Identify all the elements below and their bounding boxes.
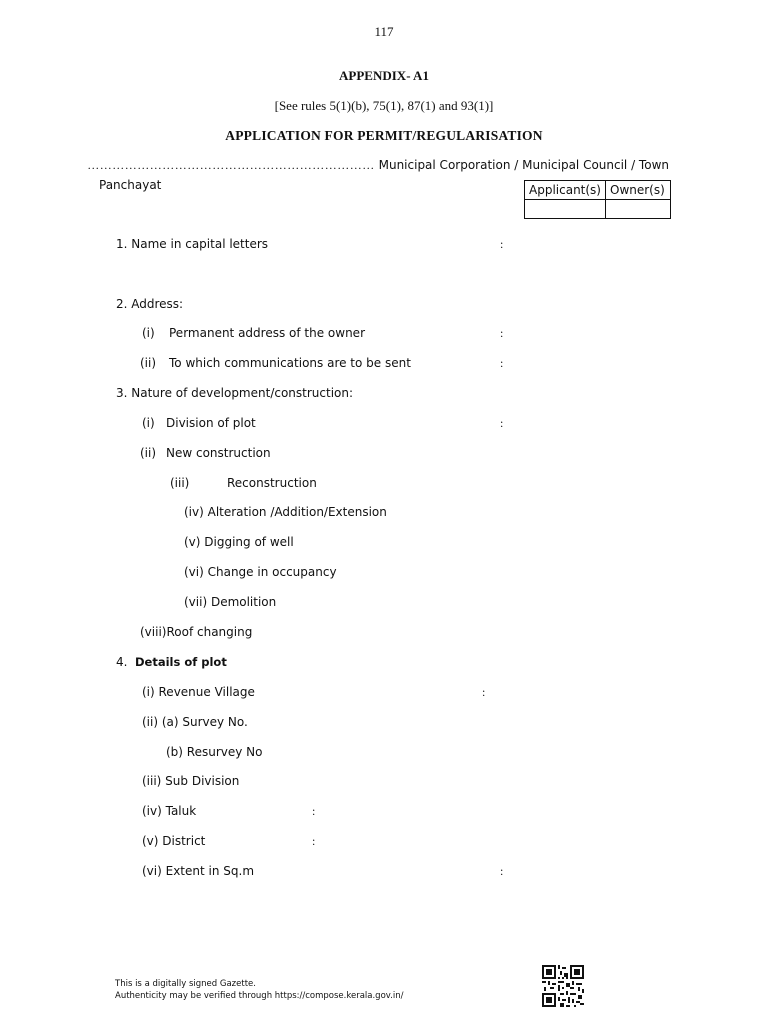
rules-reference: [See rules 5(1)(b), 75(1), 87(1) and 93(1)] [274,98,494,113]
authority-continuation: Panchayat [99,178,162,192]
item-communication-address: To which communications are to be sent [169,356,411,370]
item-nature-of-development: 3. Nature of development/construction: [116,386,354,400]
item-new-construction: New construction [166,446,271,460]
footer [115,978,403,1002]
authority-blank: …………………………………………………………… [87,158,375,172]
applicant-header: Applicant(s) [525,181,606,200]
item-demolition: (vii) Demolition [184,595,277,609]
item-extent: (vi) Extent in Sq.m [142,864,255,878]
item-address: 2. Address: [116,297,184,311]
item-address-ii-num: (ii) [140,356,157,370]
form-title: APPLICATION FOR PERMIT/REGULARISATION [225,128,543,143]
permanent-address-colon: : [500,326,504,340]
item-name: 1. Name in capital letters [116,237,269,251]
item-plot-details-num: 4. [116,655,128,669]
division-of-plot-colon: : [500,416,504,430]
taluk-colon: : [312,804,316,818]
item-change-occupancy: (vi) Change in occupancy [184,565,337,579]
item-taluk: (iv) Taluk [142,804,197,818]
extent-colon: : [500,864,504,878]
communication-address-colon: : [500,356,504,370]
item-digging-well: (v) Digging of well [184,535,294,549]
applicant-owner-table [524,180,671,219]
item-new-construction-num: (ii) [140,446,157,460]
page-number: 117 [374,24,394,39]
item-permanent-address: Permanent address of the owner [169,326,365,340]
footer-verification-note: Authenticity may be verified through https://compose.kerala.gov.in/ [115,991,404,1001]
item-alteration: (iv) Alteration /Addition/Extension [184,505,387,519]
item-plot-details: Details of plot [135,655,227,669]
item-district: (v) District [142,834,206,848]
item-roof-changing: (viii)Roof changing [140,625,253,639]
qr-code-icon [542,965,584,1007]
footer-signed-note: This is a digitally signed Gazette. [115,979,256,989]
revenue-village-colon: : [482,685,486,699]
applicant-cell [525,200,606,219]
item-sub-division: (iii) Sub Division [142,774,240,788]
item-address-i-num: (i) [142,326,155,340]
item-reconstruction-num: (iii) [170,476,190,490]
item-division-num: (i) [142,416,155,430]
owner-cell [606,200,671,219]
district-colon: : [312,834,316,848]
item-survey-no: (ii) (a) Survey No. [142,715,248,729]
item-name-colon: : [500,237,504,251]
item-reconstruction: Reconstruction [227,476,317,490]
authority-text: Municipal Corporation / Municipal Council / Town [378,158,669,172]
item-division-of-plot: Division of plot [166,416,256,430]
owner-header: Owner(s) [606,181,671,200]
item-revenue-village: (i) Revenue Village [142,685,255,699]
authority-line [87,158,669,173]
item-resurvey-no: (b) Resurvey No [166,745,263,759]
appendix-heading: APPENDIX- A1 [339,68,429,83]
